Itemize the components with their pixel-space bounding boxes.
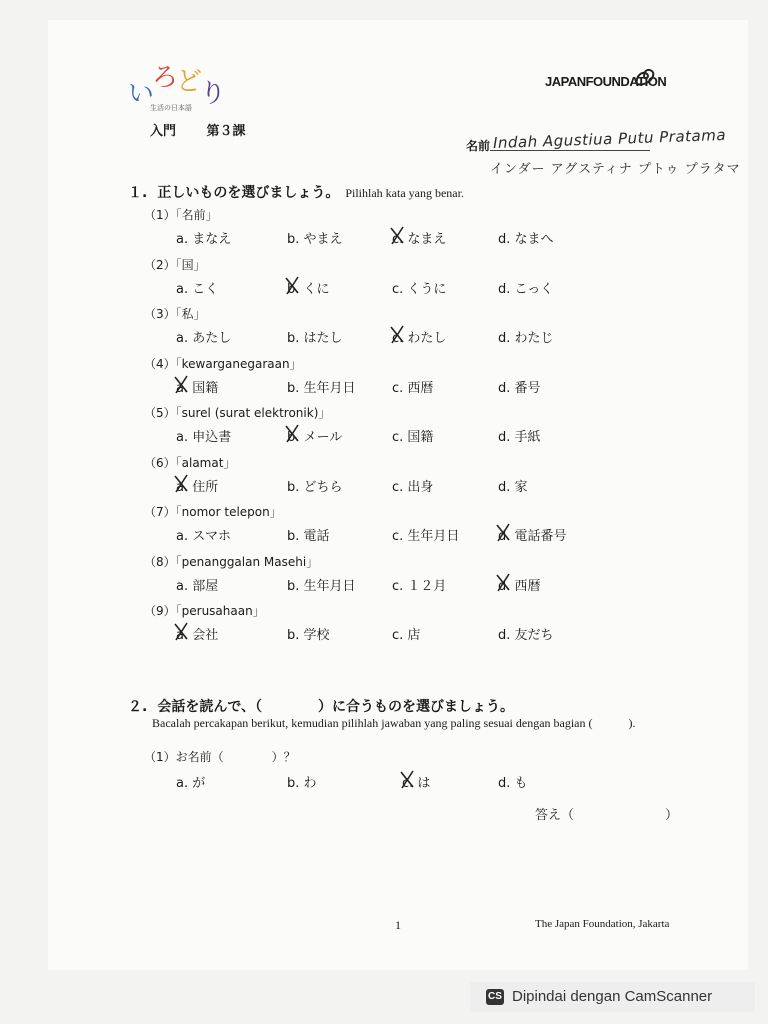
answer-option[interactable]: b. どちら xyxy=(287,480,343,495)
answer-option[interactable]: b. メール xyxy=(287,430,343,445)
answer-option[interactable]: d. 番号 xyxy=(498,381,541,396)
answer-option[interactable]: a. 住所 xyxy=(176,480,219,495)
page-number: 1 xyxy=(395,918,401,932)
answer-option[interactable]: a. 申込書 xyxy=(176,430,232,445)
section1-title: １. 正しいものを選びましょう。 Pilihlah kata yang benar. xyxy=(128,185,464,201)
answer-field[interactable]: 答え（ ） xyxy=(535,808,679,823)
lesson-header xyxy=(150,120,272,139)
answer-option[interactable]: a. 国籍 xyxy=(176,381,219,396)
selected-x-mark-icon xyxy=(398,768,416,790)
japan-foundation-mark-icon xyxy=(633,66,657,92)
svg-text:ど: ど xyxy=(176,67,203,97)
question-label: （7）「nomor telepon」 xyxy=(144,505,282,519)
answer-option[interactable]: a. が xyxy=(176,776,206,791)
camscanner-icon: CS xyxy=(486,989,504,1005)
answer-option[interactable]: c. １２月 xyxy=(392,579,447,594)
answer-option[interactable]: d. わたじ xyxy=(498,331,554,346)
answer-option[interactable]: d. 友だち xyxy=(498,628,554,643)
student-name-katakana: インダー アグスティナ プトゥ プラタマ xyxy=(490,162,741,177)
answer-option[interactable]: c. 生年月日 xyxy=(392,529,460,544)
answer-option[interactable]: d. こっく xyxy=(498,282,554,297)
logo-subtitle: 生活の日本語 xyxy=(150,104,192,112)
name-underline xyxy=(490,150,650,151)
answer-option[interactable]: b. 生年月日 xyxy=(287,579,356,594)
question-label: （4）「kewarganegaraan」 xyxy=(144,357,302,371)
answer-option[interactable]: b. 生年月日 xyxy=(287,381,356,396)
answer-option[interactable]: b. はたし xyxy=(287,331,343,346)
question-label: （1）お名前（ ）？ xyxy=(144,750,296,764)
svg-text:り: り xyxy=(200,79,227,109)
answer-option[interactable]: a. あたし xyxy=(176,331,232,346)
answer-option[interactable]: d. も xyxy=(498,776,528,791)
section2-description: Bacalah percakapan berikut, kemudian pilihlah jawaban yang paling sesuai dengan bagian ( ). xyxy=(152,716,636,730)
name-label: 名前 xyxy=(466,139,491,153)
answer-option[interactable]: b. やまえ xyxy=(287,232,343,247)
japan-foundation-name: JAPANFOUNDATION xyxy=(545,74,667,89)
answer-option[interactable]: c. 店 xyxy=(392,628,421,643)
camscanner-text: Dipindai dengan CamScanner xyxy=(512,988,713,1005)
answer-option[interactable]: b. くに xyxy=(287,282,330,297)
answer-option[interactable]: b. 学校 xyxy=(287,628,330,643)
camscanner-watermark xyxy=(470,982,755,1012)
answer-option[interactable]: a. 会社 xyxy=(176,628,219,643)
question-label: （6）「alamat」 xyxy=(144,456,236,470)
selected-x-mark-icon xyxy=(283,422,301,444)
question-label: （8）「penanggalan Masehi」 xyxy=(144,555,319,569)
answer-option[interactable]: a. まなえ xyxy=(176,232,232,247)
answer-option[interactable]: a. 部屋 xyxy=(176,579,219,594)
footer-organization: The Japan Foundation, Jakarta xyxy=(535,918,670,930)
answer-option[interactable]: b. 電話 xyxy=(287,529,330,544)
selected-x-mark-icon xyxy=(494,571,512,593)
question-label: （3）「私」 xyxy=(144,307,206,321)
question-label: （9）「perusahaan」 xyxy=(144,604,265,618)
selected-x-mark-icon xyxy=(388,224,406,246)
answer-option[interactable]: c. わたし xyxy=(392,331,447,346)
selected-x-mark-icon xyxy=(172,620,190,642)
answer-option[interactable]: c. 国籍 xyxy=(392,430,434,445)
question-label: （5）「surel (surat elektronik)」 xyxy=(144,406,331,420)
svg-text:い: い xyxy=(128,79,155,109)
answer-option[interactable]: d. 電話番号 xyxy=(498,529,567,544)
answer-option[interactable]: b. わ xyxy=(287,776,317,791)
answer-option[interactable]: c. 出身 xyxy=(392,480,434,495)
level-label: 入門 xyxy=(150,124,177,139)
answer-option[interactable]: d. 家 xyxy=(498,480,528,495)
question-label: （2）「国」 xyxy=(144,258,206,272)
selected-x-mark-icon xyxy=(283,274,301,296)
answer-option[interactable]: d. 手紙 xyxy=(498,430,541,445)
answer-option[interactable]: c. なまえ xyxy=(392,232,447,247)
answer-option[interactable]: a. こく xyxy=(176,282,219,297)
answer-option[interactable]: c. 西暦 xyxy=(392,381,434,396)
student-name-handwritten: Indah Agustiua Putu Pratama xyxy=(492,125,727,153)
svg-text:ろ: ろ xyxy=(152,63,179,93)
answer-option[interactable]: d. 西暦 xyxy=(498,579,541,594)
section2-title: ２. 会話を読んで、（ ）に合うものを選びましょう。 xyxy=(128,699,515,715)
selected-x-mark-icon xyxy=(388,323,406,345)
answer-option[interactable]: d. なまへ xyxy=(498,232,554,247)
selected-x-mark-icon xyxy=(172,472,190,494)
lesson-label: 第３課 xyxy=(206,124,246,139)
selected-x-mark-icon xyxy=(494,521,512,543)
selected-x-mark-icon xyxy=(172,373,190,395)
question-label: （1）「名前」 xyxy=(144,208,218,222)
answer-option[interactable]: c. は xyxy=(402,776,431,791)
answer-option[interactable]: a. スマホ xyxy=(176,529,231,544)
answer-option[interactable]: c. くうに xyxy=(392,282,447,297)
